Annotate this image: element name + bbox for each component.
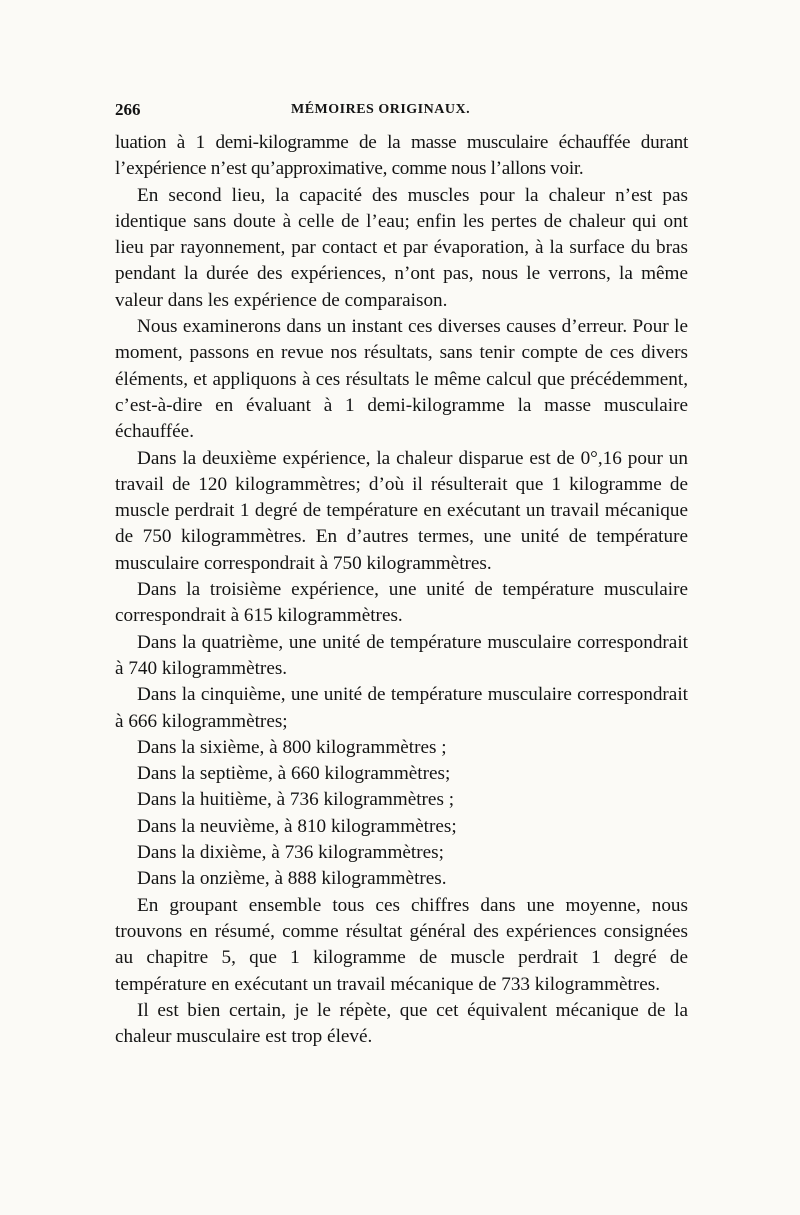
list-item-experiment-8: Dans la huitième, à 736 kilogrammètres ;: [137, 789, 455, 811]
paragraph-average-result: En groupant ensemble tous ces chiffres dans une moyenne, nous trouvons en résumé, comme résultat général des expériences consignées au chapitre 5, que 1 kilogramme de muscle perdrait 1 degré de température en exécutant un travail mécanique de 733 kilogrammètres.: [115, 894, 688, 995]
paragraph-second-source: En second lieu, la capacité des muscles pour la chaleur n’est pas identique sans doute à celle de l’eau; enfin les pertes de chaleur qui ont lieu par rayonnement, par contact et par évaporation, à la surface du bras pendant la durée des expériences, n’ont pas, nous le verrons, la même valeur dans les expérience de comparaison.: [115, 184, 688, 311]
paragraph-results-intro: Nous examinerons dans un instant ces diverses causes d’erreur. Pour le moment, passons en revue nos résultats, sans tenir compte de ces divers éléments, et appliquons à ces résultats le même calcul que précédemment, c’est-à-dire en évaluant à 1 demi-kilogramme la masse musculaire échauffée.: [115, 316, 688, 443]
page-number: 266: [115, 100, 141, 119]
paragraph-conclusion: Il est bien certain, je le répète, que cet équivalent mécanique de la chaleur musculaire est trop élevé.: [115, 999, 688, 1048]
list-item-experiment-7: Dans la septième, à 660 kilogrammètres;: [137, 763, 451, 785]
paragraph-continuation: luation à 1 demi-kilogramme de la masse musculaire échauffée durant l’expérience n’est qu’approximative, comme nous l’allons voir.: [115, 132, 688, 180]
paragraph-experiment-2: Dans la deuxième expérience, la chaleur disparue est de 0°,16 pour un travail de 120 kilogrammètres; d’où il résulterait que 1 kilogramme de muscle perdrait 1 degré de température en exécutant un travail mécanique de 750 kilogrammètres. En d’autres termes, une unité de température musculaire correspondrait à 750 kilogrammètres.: [115, 447, 688, 574]
list-item-experiment-9: Dans la neuvième, à 810 kilogrammètres;: [137, 815, 457, 837]
list-item-experiment-10: Dans la dixième, à 736 kilogrammètres;: [137, 842, 444, 864]
running-head: MÉMOIRES ORIGINAUX.: [291, 102, 471, 117]
paragraph-experiment-3: Dans la troisième expérience, une unité de température musculaire correspondrait à 615 kilogrammètres.: [115, 579, 688, 627]
body-text: [115, 130, 688, 1050]
list-item-experiment-6: Dans la sixième, à 800 kilogrammètres ;: [137, 736, 447, 758]
list-item-experiment-11: Dans la onzième, à 888 kilogrammètres.: [137, 868, 447, 890]
paragraph-experiment-4: Dans la quatrième, une unité de température musculaire correspondrait à 740 kilogrammètres.: [115, 631, 688, 679]
page-header: [115, 100, 688, 128]
paragraph-experiment-5: Dans la cinquième, une unité de température musculaire correspondrait à 666 kilogrammètres;: [115, 684, 688, 732]
